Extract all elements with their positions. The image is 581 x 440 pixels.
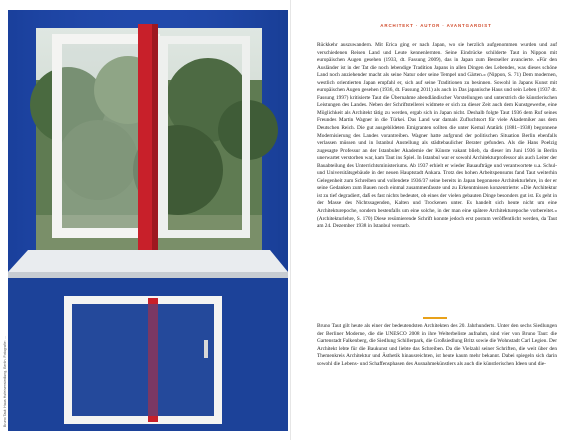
paragraph: Rückkehr auszuwandern. Mit Erica ging er nach Japan, wo sie herzlich aufgenommen wurden und auf verschiedenen Reisen Land und Leute kennenlernten. Seine Eindrücke schilderte Taut in Nippon mit europäischen Augen gesehen (1933, dt. Fassung 2009), das in Japan zum Bestseller avancierte. »Für den Ausländer ist in der Tat die noch lebendige Tradition Japans in allen Dingen des Lebendes, was dieses schöne Land noch anziehender macht als seine Natur oder seine Tempel und Gärten.« (Nippon, S. 71) Dem modernen, westlich orientierten Japan empfahl er, sich auf seine Traditionen zu besinnen. Sowohl in Japans Kunst mit europäischen Augen gesehen (1936, dt. Fassung 2011) als auch in Das japanische Haus und sein Leben (1937 dt. Fassung 1997) kritisierte Taut die Übernahme abendländischer Vorstellungen und unterstrich die künstlerischen Leistungen des Landes. Neben der Schriftstellerei widmete er sich zu dieser Zeit auch dem Kunstgewerbe, eine Möglichkeit als Architekt tätig zu werden, ergab sich in Japan nicht. Deshalb folgte Taut 1936 dem Ruf seines Freundes Martin Wagner in die Türkei. Das Land war damals Zufluchtsort für viele Akademiker aus dem Deutschen Reich. Die gut ausgebildeten Emigranten sollten die unter Kemal Atatürk (1881–1938) begonnene Modernisierung des Landes vorantreiben. Wagner hatte aufgrund der politischen Situation Berlin ebenfalls verlassen müssen und in Istanbul Anstellung als städtebaulicher Berater gefunden. Als die Hans Poelzig zugesagte Professur an der Istanbuler Akademie der Künste vakant blieb, da dieser im Juni 1936 in Berlin unerwartet verstorben war, kam Taut ins Spiel. In Istanbul war er sowohl Architekturprofessor als auch Leiter der Bauabteilung des Unterrichtsministeriums. Ab 1937 erhielt er wieder Bauaufträge und verantwortete u.a. Schul- und Universitätsgebäude in der neuen Hauptstadt Ankara. Trotz des hohen Arbeitspensums fand Taut weiterhin Gelegenheit zum Schreiben und vollendete 1936/37 seine bereits in Japan begonnene Architekturlehre, in der er seine Gedanken zum Bauen noch einmal zusammenfasste und zu Erkenntnissen konzentrierte: »Die Architektur ist zu tief degradiert, daß es fast nichts bedeutet, ob eines der vielen gebauten Dinge besonders gut ist. Es geht in der Masse des Nichtssagenden, Kalten und Trockenen unter. Es handelt sich heute nicht um eine Architekturepoche, sondern bestenfalls um eine solche, in der man eine spätere Architekturepoche vorbereitet.« (Architekturlehre, S. 170) Diese resümierende Schrift konnte jedoch erst postum veröffentlicht werden, da Taut am 24. Dezember 1938 in Istanbul verstarb.	[317, 42, 557, 230]
window-photograph	[8, 10, 288, 431]
window-photograph-svg	[8, 10, 288, 431]
photo-credit-text: Bruno Taut: Haus Hufeisensiedlung, Berlin. Fotografie: ...	[3, 336, 7, 427]
body-text-column-2	[317, 323, 557, 368]
body-text-column	[317, 42, 557, 231]
right-page	[291, 0, 581, 440]
left-page	[0, 0, 290, 440]
photo-credit	[0, 260, 8, 430]
paragraph: Bruno Taut gilt heute als einer der bedeutendsten Architekten des 20. Jahrhunderts. Unter den sechs Siedlungen der Berliner Moderne, die die UNESCO 2008 in ihre Welterbeliste aufnahm, sind vier von Bruno Taut: die Gartenstadt Falkenberg, die Siedlung Schillerpark, die Großsiedlung Britz sowie die Wohnstadt Carl Legien. Der Architekt lebte für die Baukunst und liebte das Schreiben. Da die Vielzahl seiner Schriften, die weit über den Themenkreis Architektur und Ästhetik hinausreichten, ist heute kaum mehr bekannt. Dabei spiegeln sich darin sowohl die Lebens- und Schaffensphasen des Ausnahmekünstlers als auch die künstlerischen Ideen und die-	[317, 323, 557, 367]
running-head: ARCHITEKT · AUTOR · AVANTGARDIST	[380, 23, 492, 28]
section-divider	[423, 317, 447, 319]
